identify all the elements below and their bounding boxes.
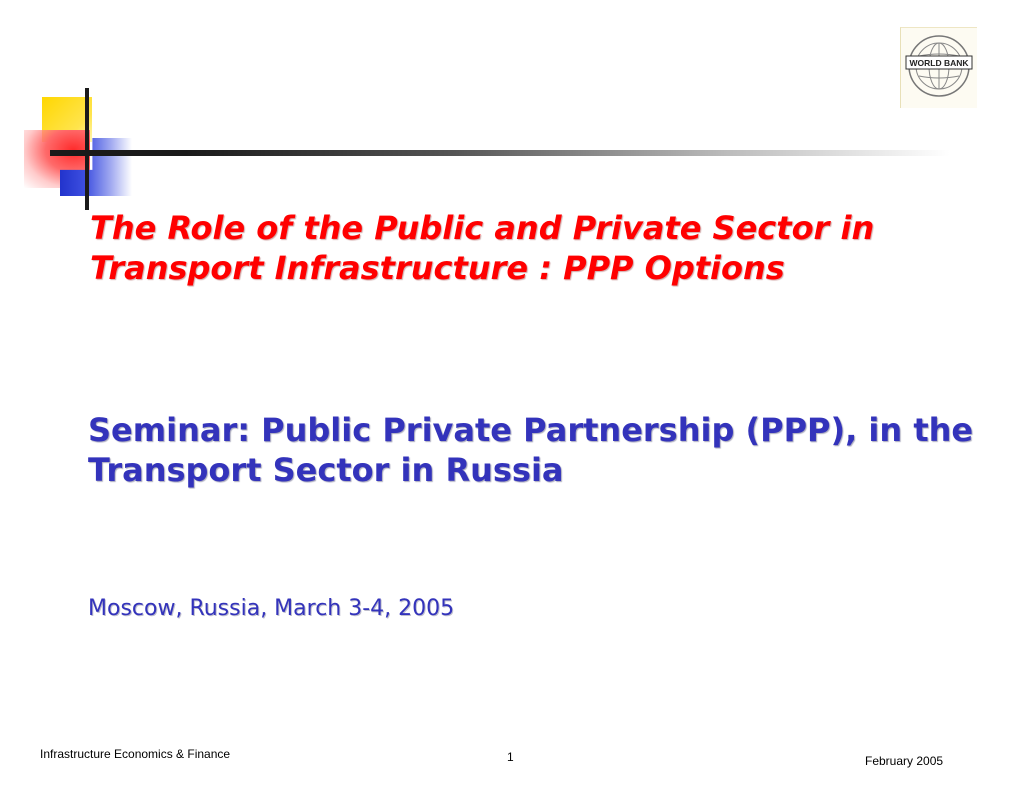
footer-date: February 2005 [865, 754, 944, 768]
footer-left-text: Infrastructure Economics & Finance [40, 747, 231, 761]
slide-subtitle: Seminar: Public Private Partnership (PPP), in the Transport Sector in Russia [88, 411, 974, 489]
decor-vertical-line [85, 88, 89, 210]
location-date: Moscow, Russia, March 3-4, 2005 [88, 596, 455, 621]
world-bank-logo [900, 27, 977, 108]
globe-icon [901, 28, 977, 108]
logo-wordmark: WORLD BANK [909, 58, 969, 68]
page-number: 1 [507, 750, 514, 764]
decor-horizontal-line [50, 150, 950, 156]
slide-title: The Role of the Public and Private Sector in Transport Infrastructure : PPP Options [90, 209, 875, 287]
